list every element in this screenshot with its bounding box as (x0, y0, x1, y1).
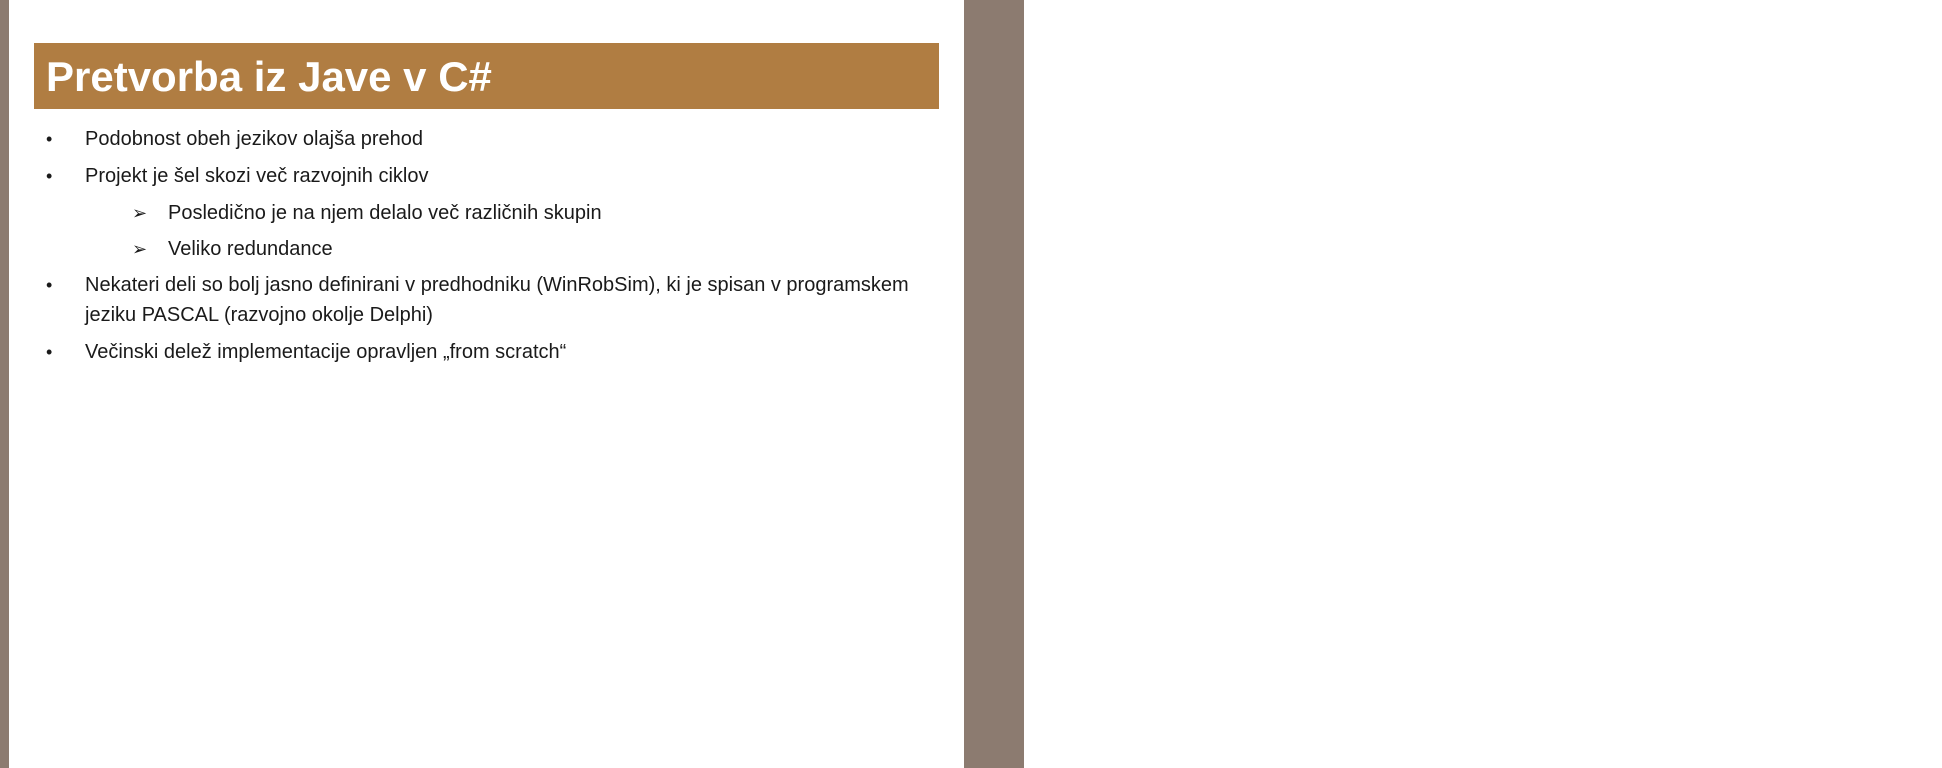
bullet-item (42, 337, 922, 367)
bullet-icon: • (46, 129, 53, 149)
sub-bullet-item (42, 198, 922, 228)
sub-bullet-text: Posledično je na njem delalo več različnih skupin (168, 202, 602, 224)
sub-bullet-item (42, 234, 922, 264)
bullet-text: Nekateri deli so bolj jasno definirani v predhodniku (WinRobSim), ki je spisan v programskem jeziku PASCAL (razvojno okolje Delphi) (85, 274, 909, 326)
bullet-icon: • (46, 166, 53, 186)
bullet-list (42, 124, 922, 374)
bullet-item (42, 161, 922, 191)
arrow-bullet-icon: ➢ (132, 239, 148, 259)
sub-bullet-text: Veliko redundance (168, 238, 333, 260)
bullet-item (42, 270, 922, 330)
section-label-container (964, 0, 1942, 768)
bullet-item (42, 124, 922, 154)
section-label: Predstavitev problema (1916, 46, 1942, 276)
bullet-text: Projekt je šel skozi več razvojnih ciklov (85, 165, 429, 187)
bullet-text: Podobnost obeh jezikov olajša prehod (85, 128, 424, 150)
slide-title: Pretvorba iz Jave v C# (46, 53, 492, 100)
bullet-icon: • (46, 342, 53, 362)
arrow-bullet-icon: ➢ (132, 203, 148, 223)
bullet-text: Večinski delež implementacije opravljen „from scratch“ (85, 341, 567, 363)
left-accent-bar (0, 0, 9, 768)
bullet-icon: • (46, 275, 53, 295)
